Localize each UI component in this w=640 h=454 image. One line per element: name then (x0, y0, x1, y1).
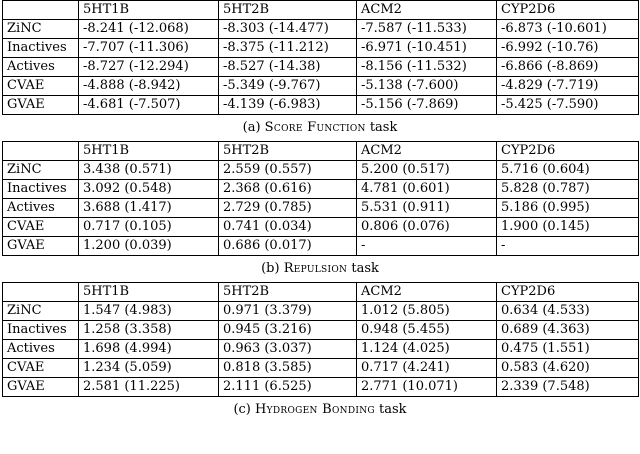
table-cell: 3.688 (1.417) (79, 199, 219, 218)
table-cell: 0.634 (4.533) (497, 302, 639, 321)
table-cell: -8.727 (-12.294) (79, 58, 219, 77)
header-cell: 5HT1B (79, 1, 219, 20)
caption-task-name: Hydrogen Bonding (255, 402, 375, 417)
header-cell: ACM2 (357, 283, 497, 302)
table-header-row (3, 142, 639, 161)
header-cell: 5HT1B (79, 283, 219, 302)
caption-suffix: task (365, 120, 398, 135)
row-label: Actives (3, 340, 79, 359)
table-row (3, 218, 639, 237)
table-cell: -8.527 (-14.38) (219, 58, 357, 77)
table-cell: -4.888 (-8.942) (79, 77, 219, 96)
table-row (3, 321, 639, 340)
table-caption (2, 397, 638, 423)
table-cell: 0.583 (4.620) (497, 359, 639, 378)
table-cell: 5.716 (0.604) (497, 161, 639, 180)
table-cell: 1.200 (0.039) (79, 237, 219, 256)
table-cell: 3.092 (0.548) (79, 180, 219, 199)
caption-suffix: task (374, 402, 407, 417)
table-cell: -5.156 (-7.869) (357, 96, 497, 115)
caption-prefix: (c) (233, 402, 256, 417)
row-label: Inactives (3, 39, 79, 58)
table-cell: -8.375 (-11.212) (219, 39, 357, 58)
table-row (3, 237, 639, 256)
table-row (3, 161, 639, 180)
table-cell: 2.111 (6.525) (219, 378, 357, 397)
table-cell: 0.686 (0.017) (219, 237, 357, 256)
table-row (3, 302, 639, 321)
table-caption (2, 115, 638, 141)
table-row (3, 39, 639, 58)
table-cell: 0.717 (4.241) (357, 359, 497, 378)
table-cell: -6.866 (-8.869) (497, 58, 639, 77)
table-cell: - (497, 237, 639, 256)
table-cell: 5.200 (0.517) (357, 161, 497, 180)
caption-task-name: Score Function (264, 120, 366, 135)
header-cell: 5HT2B (219, 283, 357, 302)
table-cell: -4.681 (-7.507) (79, 96, 219, 115)
header-cell: CYP2D6 (497, 1, 639, 20)
table-cell: 5.186 (0.995) (497, 199, 639, 218)
table-cell: -7.587 (-11.533) (357, 20, 497, 39)
table-cell: 0.948 (5.455) (357, 321, 497, 340)
row-label: GVAE (3, 378, 79, 397)
table-cell: 0.971 (3.379) (219, 302, 357, 321)
table-cell: 2.729 (0.785) (219, 199, 357, 218)
table-cell: 1.900 (0.145) (497, 218, 639, 237)
repulsion-table (2, 141, 639, 256)
table-row (3, 77, 639, 96)
tables-figure (2, 0, 638, 423)
header-cell: ACM2 (357, 1, 497, 20)
table-cell: 2.771 (10.071) (357, 378, 497, 397)
header-cell: 5HT2B (219, 142, 357, 161)
table-cell: 1.547 (4.983) (79, 302, 219, 321)
row-label: CVAE (3, 359, 79, 378)
header-cell: 5HT1B (79, 142, 219, 161)
table-cell: 0.806 (0.076) (357, 218, 497, 237)
caption-prefix: (b) (261, 261, 284, 276)
table-cell: 2.368 (0.616) (219, 180, 357, 199)
row-label: ZiNC (3, 302, 79, 321)
table-cell: -5.138 (-7.600) (357, 77, 497, 96)
table-cell: 2.559 (0.557) (219, 161, 357, 180)
table-cell: 0.741 (0.034) (219, 218, 357, 237)
table-row (3, 96, 639, 115)
header-cell (3, 283, 79, 302)
caption-prefix: (a) (242, 120, 265, 135)
table-row (3, 340, 639, 359)
table-cell: 5.531 (0.911) (357, 199, 497, 218)
header-cell: CYP2D6 (497, 142, 639, 161)
table-cell: -5.425 (-7.590) (497, 96, 639, 115)
table-cell: -7.707 (-11.306) (79, 39, 219, 58)
header-cell: CYP2D6 (497, 283, 639, 302)
row-label: Actives (3, 58, 79, 77)
row-label: Inactives (3, 321, 79, 340)
row-label: GVAE (3, 96, 79, 115)
table-cell: -4.139 (-6.983) (219, 96, 357, 115)
table-cell: 4.781 (0.601) (357, 180, 497, 199)
table-cell: 2.339 (7.548) (497, 378, 639, 397)
header-cell: 5HT2B (219, 1, 357, 20)
table-row (3, 378, 639, 397)
score-function-table (2, 0, 639, 115)
row-label: GVAE (3, 237, 79, 256)
table-caption (2, 256, 638, 282)
table-cell: 0.717 (0.105) (79, 218, 219, 237)
table-header-row (3, 283, 639, 302)
row-label: Actives (3, 199, 79, 218)
table-row (3, 58, 639, 77)
table-cell: 0.818 (3.585) (219, 359, 357, 378)
caption-suffix: task (347, 261, 379, 276)
table-cell: 1.124 (4.025) (357, 340, 497, 359)
table-cell: 2.581 (11.225) (79, 378, 219, 397)
table-row (3, 180, 639, 199)
table-cell: 1.234 (5.059) (79, 359, 219, 378)
table-cell: 5.828 (0.787) (497, 180, 639, 199)
table-cell: - (357, 237, 497, 256)
caption-task-name: Repulsion (283, 261, 348, 276)
table-cell: 1.012 (5.805) (357, 302, 497, 321)
table-cell: 1.698 (4.994) (79, 340, 219, 359)
hydrogen-bonding-table (2, 282, 639, 397)
row-label: Inactives (3, 180, 79, 199)
row-label: CVAE (3, 218, 79, 237)
table-cell: -8.241 (-12.068) (79, 20, 219, 39)
header-cell: ACM2 (357, 142, 497, 161)
row-label: CVAE (3, 77, 79, 96)
table-row (3, 199, 639, 218)
table-cell: 0.475 (1.551) (497, 340, 639, 359)
table-row (3, 20, 639, 39)
header-cell (3, 1, 79, 20)
table-cell: -4.829 (-7.719) (497, 77, 639, 96)
table-cell: -6.992 (-10.76) (497, 39, 639, 58)
table-cell: 1.258 (3.358) (79, 321, 219, 340)
table-cell: -5.349 (-9.767) (219, 77, 357, 96)
table-row (3, 359, 639, 378)
table-cell: 0.963 (3.037) (219, 340, 357, 359)
table-cell: -8.303 (-14.477) (219, 20, 357, 39)
table-cell: -8.156 (-11.532) (357, 58, 497, 77)
table-cell: 0.945 (3.216) (219, 321, 357, 340)
row-label: ZiNC (3, 161, 79, 180)
table-cell: -6.873 (-10.601) (497, 20, 639, 39)
table-cell: 0.689 (4.363) (497, 321, 639, 340)
table-header-row (3, 1, 639, 20)
table-cell: 3.438 (0.571) (79, 161, 219, 180)
row-label: ZiNC (3, 20, 79, 39)
table-cell: -6.971 (-10.451) (357, 39, 497, 58)
header-cell (3, 142, 79, 161)
